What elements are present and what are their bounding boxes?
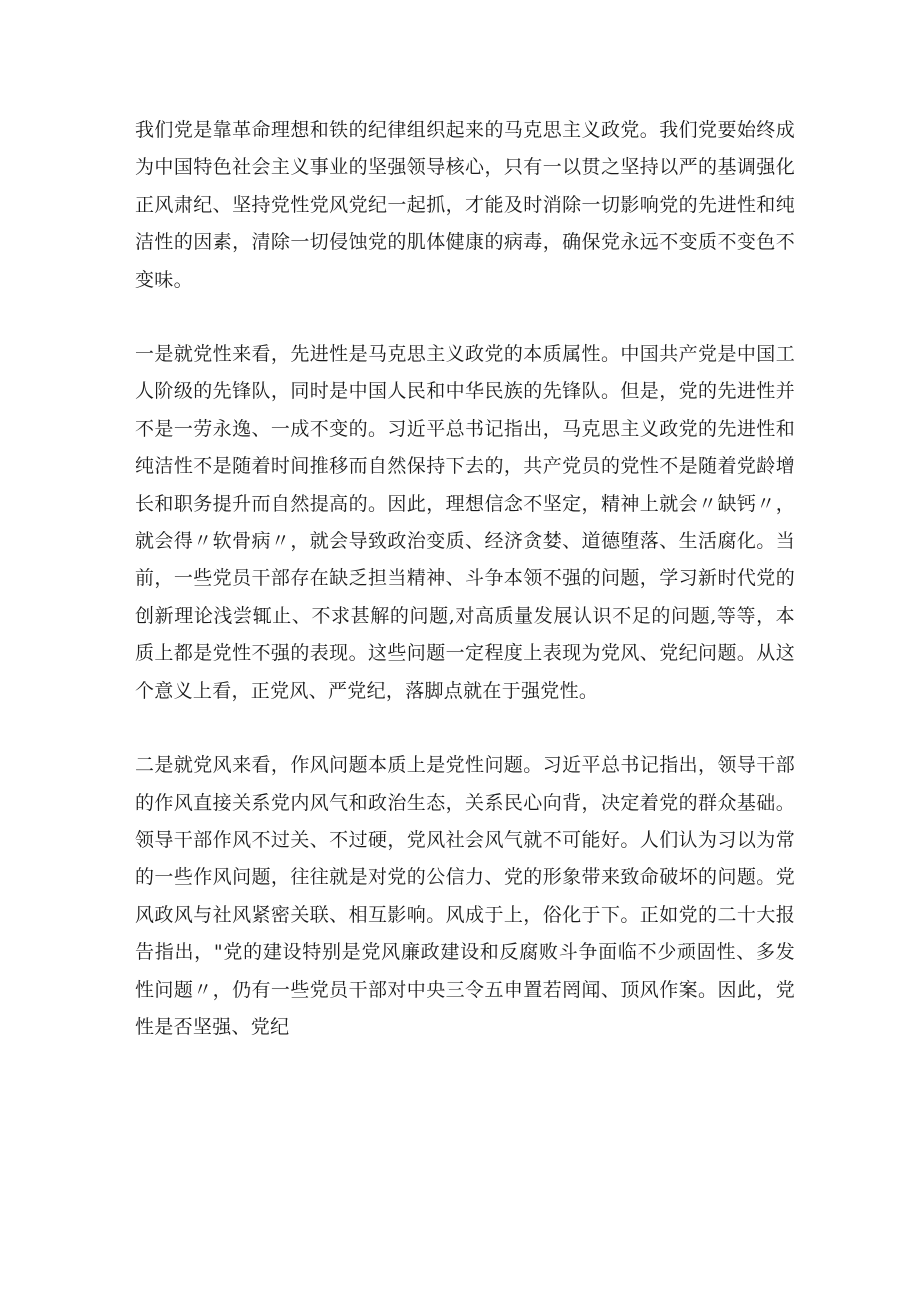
document-body xyxy=(135,112,795,1083)
paragraph-intro: 我们党是靠革命理想和铁的纪律组织起来的马克思主义政党。我们党要始终成为中国特色社会主义事业的坚强领导核心，只有一以贯之坚持以严的基调强化正风肃纪、坚持党性党风党纪一起抓，才能及时消除一切影响党的先进性和纯洁性的因素，清除一切侵蚀党的肌体健康的病毒，确保党永远不变质不变色不变味。 xyxy=(135,119,795,291)
paragraph-party-nature: 一是就党性来看，先进性是马克思主义政党的本质属性。中国共产党是中国工人阶级的先锋队，同时是中国人民和中华民族的先锋队。但是，党的先进性并不是一劳永逸、一成不变的。习近平总书记指出，马克思主义政党的先进性和纯洁性不是随着时间推移而自然保持下去的，共产党员的党性不是随着党龄增长和职务提升而自然提高的。因此，理想信念不坚定，精神上就会〃缺钙〃，就会得〃软骨病〃，就会导致政治变质、经济贪婪、道德堕落、生活腐化。当前，一些党员干部存在缺乏担当精神、斗争本领不强的问题，学习新时代党的创新理论浅尝辄止、不求甚解的问题,对高质量发展认识不足的问题,等等，本质上都是党性不强的表现。这些问题一定程度上表现为党风、党纪问题。从这个意义上看，正党风、严党纪，落脚点就在于强党性。 xyxy=(135,343,795,702)
paragraph-party-style: 二是就党风来看，作风问题本质上是党性问题。习近平总书记指出，领导干部的作风直接关系党内风气和政治生态，关系民心向背，决定着党的群众基础。领导干部作风不过关、不过硬，党风社会风气就不可能好。人们认为习以为常的一些作风问题，往往就是对党的公信力、党的形象带来致命破坏的问题。党风政风与社风紧密关联、相互影响。风成于上，俗化于下。正如党的二十大报告指出，"党的建设特别是党风廉政建设和反腐败斗争面临不少顽固性、多发性问题〃，仍有一些党员干部对中央三令五申置若罔闻、顶风作案。因此，党性是否坚强、党纪 xyxy=(135,754,795,1038)
